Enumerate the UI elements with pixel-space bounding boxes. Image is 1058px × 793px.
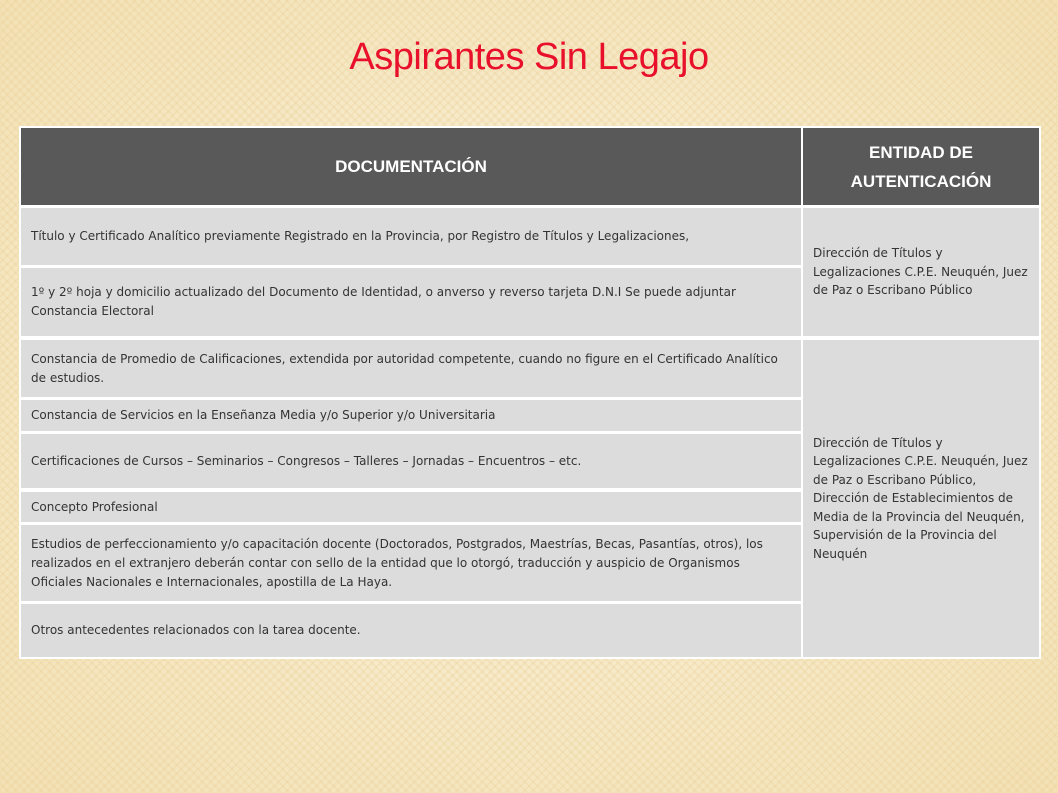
entity-cell bbox=[803, 340, 1039, 657]
table-row bbox=[21, 434, 801, 488]
table-row bbox=[21, 340, 801, 397]
table-row bbox=[21, 492, 801, 522]
documentation-table bbox=[19, 126, 1041, 659]
header-documentacion bbox=[21, 128, 801, 205]
row-text: Otros antecedentes relacionados con la tarea docente. bbox=[31, 623, 361, 637]
table-row bbox=[21, 208, 801, 265]
row-text: Constancia de Servicios en la Enseñanza Media y/o Superior y/o Universitaria bbox=[31, 408, 496, 422]
row-text: Certificaciones de Cursos – Seminarios – Congresos – Talleres – Jornadas – Encuentros – etc. bbox=[31, 453, 582, 468]
header-documentacion-label: DOCUMENTACIÓN bbox=[335, 156, 487, 176]
table-row bbox=[21, 268, 801, 336]
table-row bbox=[21, 604, 801, 657]
row-text: Constancia de Promedio de Calificaciones, extendida por autoridad competente, cuando no figure en el Certificado Analítico de estudios. bbox=[31, 351, 778, 385]
entity-text: Dirección de Títulos y Legalizaciones C.P.E. Neuquén, Juez de Paz o Escribano Público, Dirección de Establecimientos de Media de la Provincia del Neuquén, Supervisión de la Provincia del Neuquén bbox=[813, 435, 1028, 561]
entity-text: Dirección de Títulos y Legalizaciones C.P.E. Neuquén, Juez de Paz o Escribano Público bbox=[813, 246, 1028, 298]
table-row bbox=[21, 400, 801, 431]
header-entidad-label: ENTIDAD DE AUTENTICACIÓN bbox=[850, 142, 992, 191]
header-entidad bbox=[803, 128, 1039, 205]
row-text: 1º y 2º hoja y domicilio actualizado del Documento de Identidad, o anverso y reverso tarjeta D.N.I Se puede adjuntar Constancia Electoral bbox=[31, 285, 736, 318]
page-title: Aspirantes Sin Legajo bbox=[349, 36, 709, 78]
row-text: Estudios de perfeccionamiento y/o capacitación docente (Doctorados, Postgrados, Maestrías, Becas, Pasantías, otros), los realizados en el extranjero deberán contar con sello de la entidad que lo otorgó, traducción y auspicio de Organismos Oficiales Nacionales e Internacionales, apostilla de La Haya. bbox=[31, 536, 763, 589]
table-row bbox=[21, 525, 801, 601]
entity-cell bbox=[803, 208, 1039, 336]
row-text: Concepto Profesional bbox=[31, 499, 158, 514]
row-text: Título y Certificado Analítico previamente Registrado en la Provincia, por Registro de Títulos y Legalizaciones, bbox=[31, 229, 690, 243]
